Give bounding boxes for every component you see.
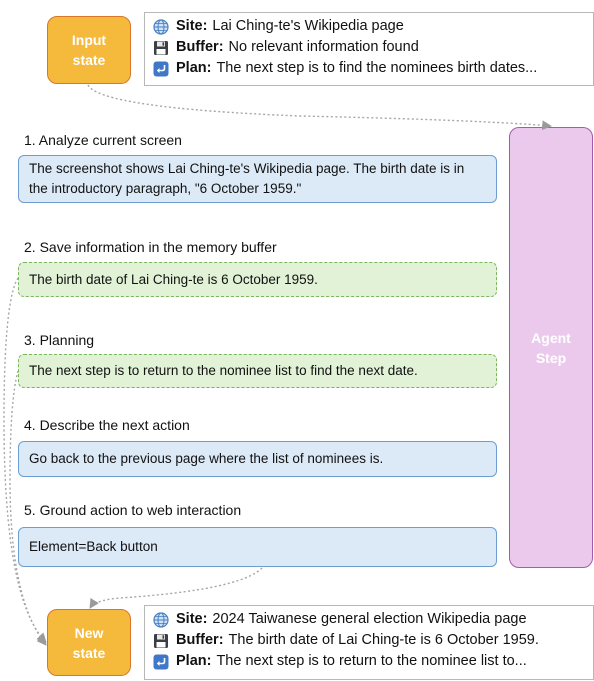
globe-icon (153, 612, 169, 628)
step-1-box (18, 155, 497, 203)
output-site-value: 2024 Taiwanese general election Wikipedia page (212, 611, 527, 627)
input-info-box (144, 12, 594, 86)
new-state-box: New state (47, 609, 131, 676)
step-3-heading: 3. Planning (24, 332, 95, 348)
output-buffer-label: Buffer: (176, 632, 224, 648)
agent-step-box: Agent Step (509, 127, 593, 568)
globe-icon (153, 19, 169, 35)
input-site-value: Lai Ching-te's Wikipedia page (212, 18, 404, 34)
output-plan-value: The next step is to return to the nominee list to... (216, 653, 527, 669)
input-site-label: Site: (176, 18, 208, 34)
step-1-text: The screenshot shows Lai Ching-te's Wikipedia page. The birth date is in the introductory paragraph, "6 October 1959." (29, 161, 465, 196)
step-3-text: The next step is to return to the nominee list to find the next date. (29, 363, 418, 378)
input-plan-line (153, 58, 585, 79)
input-plan-label: Plan: (176, 60, 212, 76)
floppy-disk-icon (153, 40, 169, 56)
step-3-box (18, 354, 497, 388)
step-5-box (18, 527, 497, 567)
step-1-heading: 1. Analyze current screen (24, 132, 182, 148)
input-buffer-value: No relevant information found (228, 39, 419, 55)
output-info-box (144, 605, 594, 680)
step-2-box (18, 262, 497, 297)
step-2-heading: 2. Save information in the memory buffer (24, 239, 277, 255)
output-plan-label: Plan: (176, 653, 212, 669)
step-5-heading: 5. Ground action to web interaction (24, 502, 242, 518)
step-4-box (18, 441, 497, 477)
input-site-line (153, 16, 585, 37)
output-buffer-value: The birth date of Lai Ching-te is 6 October 1959. (228, 632, 539, 648)
input-buffer-line (153, 37, 585, 58)
input-state-box: Input state (47, 16, 131, 84)
step-4-heading: 4. Describe the next action (24, 417, 190, 433)
step-4-text: Go back to the previous page where the list of nominees is. (29, 451, 384, 466)
return-arrow-icon (153, 61, 169, 77)
action-to-new-state-arrow (90, 568, 262, 608)
input-buffer-label: Buffer: (176, 39, 224, 55)
floppy-disk-icon (153, 633, 169, 649)
input-to-agent-arrow (88, 85, 551, 126)
return-arrow-icon (153, 654, 169, 670)
output-buffer-line (153, 630, 585, 651)
step-5-text: Element=Back button (29, 539, 158, 554)
output-site-label: Site: (176, 611, 208, 627)
output-site-line (153, 609, 585, 630)
input-plan-value: The next step is to find the nominees birth dates... (216, 60, 538, 76)
output-plan-line (153, 651, 585, 672)
step-2-text: The birth date of Lai Ching-te is 6 October 1959. (29, 271, 318, 287)
